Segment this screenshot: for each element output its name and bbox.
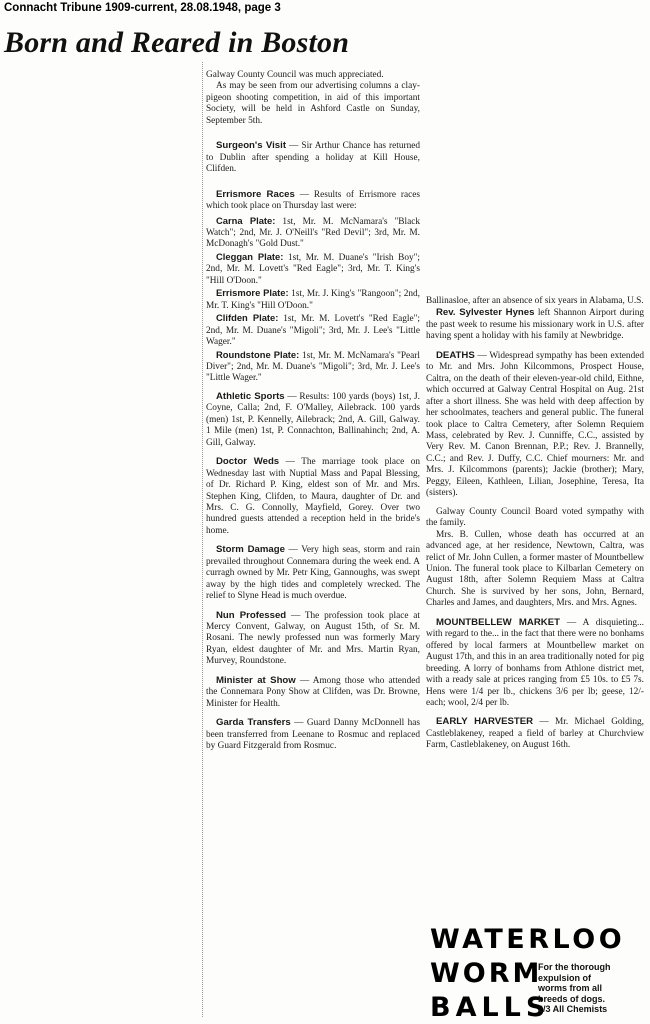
council-paragraph: Galway County Council Board voted sympathy with the family. [426,506,644,529]
article-heading: Errismore Races [216,188,295,200]
race-result-cleggan [206,251,420,287]
ad-side-line: 2/3 All Chemists [538,1004,608,1015]
article-body: — Sir Arthur Chance has returned to Dublin after spending a holiday at Kill House, Clifden. [206,141,420,175]
race-heading: Errismore Plate: [216,287,289,299]
cullen-paragraph: Mrs. B. Cullen, whose death has occurred at an advanced age, at her residence, Newtown, Caltra, was relict of Mr. John Cullen, a former master of Mountbellew Union. The funeral took place to Kilbarlan Cemetery on August 18th, after Solemn Requiem Mass at Caltra Church. She is survived by her sons, John, Bernard, Charles and James, and daughters, Mrs. and Mrs. Agnes. [426,529,644,609]
article-body: — Widespread sympathy has been extended to Mr. and Mrs. John Kilcommons, Prospect House, Caltra, on the death of their eleven-year-old child, Eithne, which occurred at Galway Central Hospital on Aug. 21st after a short illness. She was held with deep affection by her schoolmates, teachers and general public. The funeral took place to Caltra Cemetery, after Solemn Requiem Mass, celebrated by Rev. J. Cunniffe, C.C., assisted by Very Rev. M. Canon Brennan, P.P.; Rev. J. Brannelly, C.C.; and Rev. J. Duffy, C.C. Chief mourners: Mr. and Mrs. J. Kilcommons (parents); Jackie (brother); Mary, Peggy, Eileen, Kathleen, Lilian, Josephine, Teresa, Ita (sisters). [426,350,644,499]
race-result-clifden [206,312,420,348]
ad-word-balls: BALLS [430,992,551,1023]
ad-side-line: expulsion of [538,972,592,983]
article-heading: Surgeon's Visit [216,140,287,152]
race-result-errismore [206,287,420,312]
article-heading: Minister at Show [216,674,296,686]
article-early-harvester [426,716,644,751]
article-body: — Among those who attended the Connemara Pony Show at Clifden, was Dr. Browne, Minister for Health. [206,675,420,709]
advertisement-waterloo-worm-balls [428,916,646,1023]
ad-side-line: breeds of dogs. [538,993,606,1004]
race-heading: Roundstone Plate: [216,348,300,360]
ad-side-line: worms from all [538,983,603,994]
race-result-roundstone [206,349,420,385]
article-nun-professed [206,610,420,668]
source-line: Connacht Tribune 1909-current, 28.08.1948, page 3 [4,2,281,14]
headline: Born and Reared in Boston [4,26,350,59]
race-heading: Clifden Plate: [216,312,279,324]
intro-paragraph-1: Galway County Council was much appreciated. [206,70,384,80]
ad-side-text [538,962,646,1015]
lead-paragraph: Ballinasloe, after an absence of six years in Alabama, U.S. [426,296,644,306]
article-body: — Results of Errismore races which took place on Thursday last were: [206,189,420,212]
article-heading: Storm Damage [216,544,285,556]
article-heading: Garda Transfers [216,717,291,729]
article-surgeons-visit [206,140,420,175]
ad-word-waterloo: WATERLOO [430,924,626,955]
race-body: 1st, Mr. J. King's "Rangoon"; 2nd, Mr. T. King's "Hill O'Doon." [206,289,420,311]
article-heading: Rev. Sylvester Hynes [436,307,535,319]
article-errismore-races [206,189,420,213]
column-2 [426,296,644,910]
article-body: — A disquieting... with regard to the... in the fact that there were no bonhams offered by local farmers at Mountbellew market on August 17th, and this in an area traditionally noted for pig breeding. A lorry of bonhams from Athlone district met, with a ready sale at prices ranging from £5 10s. to £5 7s. Hens were 1/4 per lb., chickens 3/6 per lb; geese, 12/- each; wool, 2/4 per lb. [426,617,644,708]
race-body: 1st, Mr. M. McNamara's "Pearl Diver"; 2nd, Mr. M. Duane's "Migoli"; 3rd, Mr. J. Lee's "Little Wager." [206,350,420,384]
article-body: — The profession took place at Mercy Convent, Galway, on August 15th, of Sr. M. Rosani. The newly professed nun was formerly Mary Ryan, eldest daughter of Mr. and Mrs. Martin Ryan, Murvey, Roundstone. [206,610,420,667]
ad-word-worm: WORM [430,958,543,989]
article-body: — Mr. Michael Golding, Castleblakeney, reaped a field of barley at Churchview Farm, Castleblakeney, on August 16th. [426,717,644,751]
race-result-carna [206,215,420,251]
column-1 [206,70,420,1020]
race-heading: Cleggan Plate: [216,250,284,262]
article-body: left Shannon Airport during the past week to resume his missionary work in U.S. after having spent a holiday with his family at Newbridge. [426,308,644,342]
race-body: 1st, Mr. M. Duane's "Irish Boy"; 2nd, Mr. M. Lovett's "Red Eagle"; 3rd, Mr. T. King's "Hill O'Doon." [206,252,420,286]
article-body: — Very high seas, storm and rain prevailed throughout Connemara during the week end. A curragh owned by Mr. Petr King, Gannoughs, was swept away by the high tides and completely wrecked. The relief to Slyne Head is much overdue. [206,545,420,602]
article-mountbellew-market [426,617,644,710]
article-rev-hynes [426,307,644,342]
article-deaths [426,350,644,500]
race-body: 1st, Mr. M. Lovett's "Red Eagle"; 2nd, Mr. M. Duane's "Migoli"; 3rd, Mr. J. Lee's "Little Wager." [206,314,420,348]
article-heading: EARLY HARVESTER [436,716,534,728]
article-body: — The marriage took place on Wednesday last with Nuptial Mass and Papal Blessing, of Dr. Richard P. King, eldest son of Mr. and Mrs. Stephen King, Clifden, to Maura, daughter of Dr. and Mrs. C. G. Connolly, Mayfield, Gorey. Over two hundred guests attended a reception held in the bride's home. [206,457,420,536]
intro-paragraph-2: As may be seen from our advertising columns a clay-pigeon shooting competition, in aid of this important Society, will be held in Ashford Castle on Sunday, September 5th. [206,81,420,126]
article-doctor-weds [206,456,420,537]
article-garda-transfers [206,717,420,752]
article-heading: Athletic Sports [216,390,285,402]
ad-side-line: For the thorough [538,962,611,972]
article-heading: DEATHS [436,349,475,361]
article-body: — Guard Danny McDonnell has been transferred from Leenane to Rosmuc and replaced by Guard Fitzgerald from Rosmuc. [206,718,420,752]
article-heading: Doctor Weds [216,456,280,468]
column-rule [202,62,203,1017]
article-heading: MOUNTBELLEW MARKET [436,616,560,628]
article-body: — Results: 100 yards (boys) 1st, J. Coyne, Calla; 2nd, F. O'Malley, Ailebrack. 100 yards (men) 1st, P. Kennelly, Ailebrack; 2nd, A. Gill, Galway. 1 Mile (men) 1st, P. Connachton, Ballinahinch; 2nd, A. Gill, Galway. [206,391,420,448]
article-heading: Nun Professed [216,609,287,621]
race-heading: Carna Plate: [216,214,276,226]
article-athletic-sports [206,391,420,449]
article-storm-damage [206,544,420,602]
race-body: 1st, Mr. M. McNamara's "Black Watch"; 2nd, Mr. J. O'Neill's "Red Devil"; 3rd, Mr. M. McDonagh's "Gold Dust." [206,216,420,250]
article-minister-at-show [206,675,420,710]
